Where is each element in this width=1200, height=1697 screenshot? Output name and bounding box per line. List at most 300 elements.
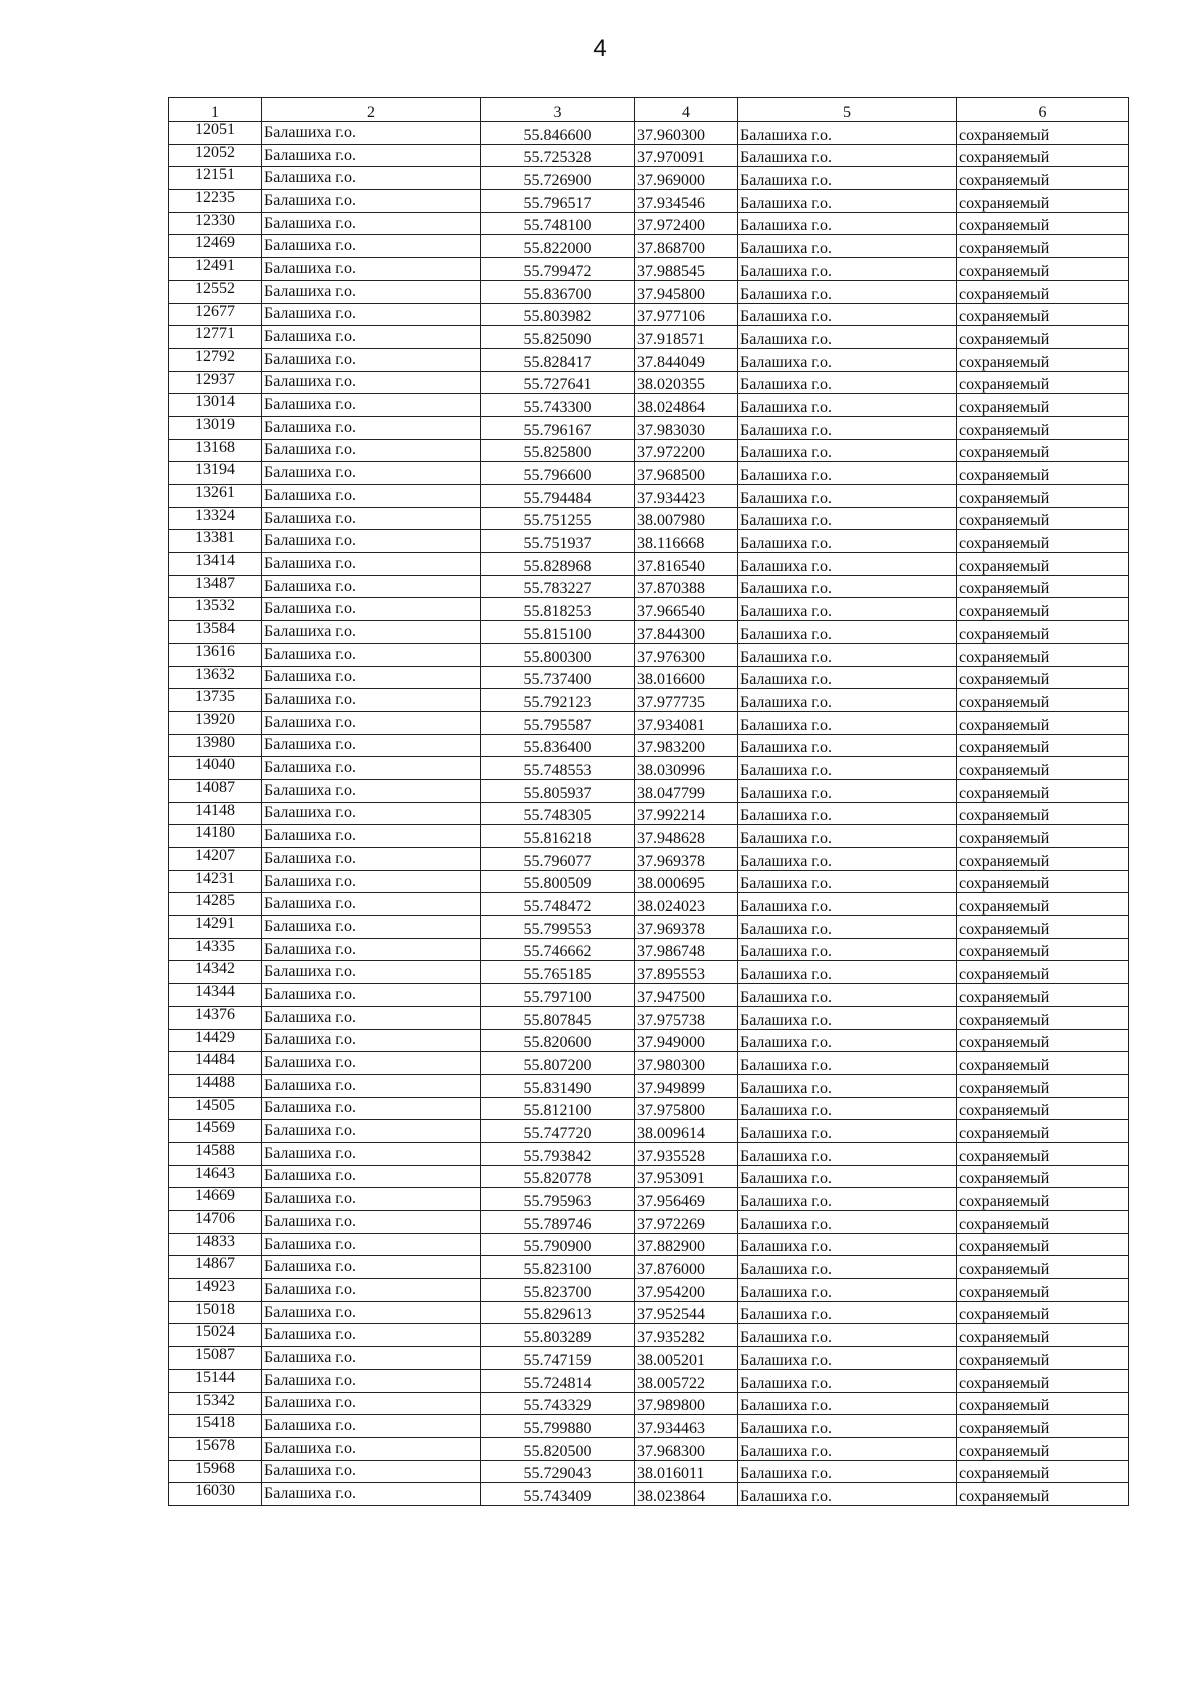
table-row — [169, 280, 1129, 303]
area-cell: Балашиха г.о. — [738, 1142, 957, 1165]
table-row — [169, 598, 1129, 621]
header-col-4: 4 — [635, 98, 738, 122]
municipality-cell: Балашиха г.о. — [262, 984, 481, 1007]
longitude-cell: 37.949000 — [635, 1029, 738, 1052]
longitude-cell: 37.983030 — [635, 416, 738, 439]
object-id-cell: 15087 — [169, 1347, 262, 1370]
longitude-cell: 37.969378 — [635, 916, 738, 939]
area-cell: Балашиха г.о. — [738, 1120, 957, 1143]
object-id-cell: 13735 — [169, 689, 262, 712]
municipality-cell: Балашиха г.о. — [262, 848, 481, 871]
municipality-cell: Балашиха г.о. — [262, 462, 481, 485]
longitude-cell: 37.972269 — [635, 1211, 738, 1234]
table-row — [169, 1120, 1129, 1143]
table-row — [169, 144, 1129, 167]
longitude-cell: 37.918571 — [635, 326, 738, 349]
object-id-cell: 13168 — [169, 439, 262, 462]
municipality-cell: Балашиха г.о. — [262, 1437, 481, 1460]
object-id-cell: 14669 — [169, 1188, 262, 1211]
longitude-cell: 37.844049 — [635, 348, 738, 371]
status-cell: сохраняемый — [957, 779, 1129, 802]
longitude-cell: 37.966540 — [635, 598, 738, 621]
status-cell: сохраняемый — [957, 734, 1129, 757]
municipality-cell: Балашиха г.о. — [262, 575, 481, 598]
status-cell: сохраняемый — [957, 1052, 1129, 1075]
header-col-2: 2 — [262, 98, 481, 122]
municipality-cell: Балашиха г.о. — [262, 1415, 481, 1438]
municipality-cell: Балашиха г.о. — [262, 916, 481, 939]
area-cell: Балашиха г.о. — [738, 348, 957, 371]
municipality-cell: Балашиха г.о. — [262, 598, 481, 621]
status-cell: сохраняемый — [957, 1324, 1129, 1347]
status-cell: сохраняемый — [957, 1483, 1129, 1506]
latitude-cell: 55.795963 — [481, 1188, 635, 1211]
object-id-cell: 14291 — [169, 916, 262, 939]
table-row — [169, 122, 1129, 145]
area-cell: Балашиха г.о. — [738, 1279, 957, 1302]
status-cell: сохраняемый — [957, 1074, 1129, 1097]
table-row — [169, 666, 1129, 689]
longitude-cell: 37.970091 — [635, 144, 738, 167]
object-id-cell: 14335 — [169, 938, 262, 961]
status-cell: сохраняемый — [957, 802, 1129, 825]
area-cell: Балашиха г.о. — [738, 1188, 957, 1211]
municipality-cell: Балашиха г.о. — [262, 1256, 481, 1279]
object-id-cell: 14207 — [169, 848, 262, 871]
table-row — [169, 485, 1129, 508]
area-cell: Балашиха г.о. — [738, 916, 957, 939]
latitude-cell: 55.846600 — [481, 122, 635, 145]
status-cell: сохраняемый — [957, 1347, 1129, 1370]
status-cell: сохраняемый — [957, 326, 1129, 349]
table-row — [169, 530, 1129, 553]
status-cell: сохраняемый — [957, 621, 1129, 644]
longitude-cell: 37.952544 — [635, 1301, 738, 1324]
latitude-cell: 55.816218 — [481, 825, 635, 848]
area-cell: Балашиха г.о. — [738, 280, 957, 303]
area-cell: Балашиха г.о. — [738, 1097, 957, 1120]
table-row — [169, 1211, 1129, 1234]
longitude-cell: 38.030996 — [635, 757, 738, 780]
area-cell: Балашиха г.о. — [738, 643, 957, 666]
area-cell: Балашиха г.о. — [738, 757, 957, 780]
status-cell: сохраняемый — [957, 1369, 1129, 1392]
municipality-cell: Балашиха г.о. — [262, 1324, 481, 1347]
longitude-cell: 38.016600 — [635, 666, 738, 689]
table-row — [169, 1460, 1129, 1483]
object-id-cell: 16030 — [169, 1483, 262, 1506]
municipality-cell: Балашиха г.о. — [262, 802, 481, 825]
table-row — [169, 1369, 1129, 1392]
longitude-cell: 38.023864 — [635, 1483, 738, 1506]
status-cell: сохраняемый — [957, 258, 1129, 281]
latitude-cell: 55.800300 — [481, 643, 635, 666]
longitude-cell: 37.988545 — [635, 258, 738, 281]
latitude-cell: 55.725328 — [481, 144, 635, 167]
latitude-cell: 55.748305 — [481, 802, 635, 825]
table-row — [169, 1188, 1129, 1211]
object-id-cell: 14376 — [169, 1006, 262, 1029]
object-id-cell: 14040 — [169, 757, 262, 780]
status-cell: сохраняемый — [957, 711, 1129, 734]
municipality-cell: Балашиха г.о. — [262, 280, 481, 303]
table-header — [169, 98, 1129, 122]
status-cell: сохраняемый — [957, 348, 1129, 371]
object-id-cell: 12051 — [169, 122, 262, 145]
longitude-cell: 37.935282 — [635, 1324, 738, 1347]
municipality-cell: Балашиха г.о. — [262, 666, 481, 689]
table-row — [169, 416, 1129, 439]
table-row — [169, 1142, 1129, 1165]
area-cell: Балашиха г.о. — [738, 462, 957, 485]
area-cell: Балашиха г.о. — [738, 1324, 957, 1347]
object-id-cell: 15342 — [169, 1392, 262, 1415]
status-cell: сохраняемый — [957, 893, 1129, 916]
header-col-1: 1 — [169, 98, 262, 122]
table-row — [169, 439, 1129, 462]
object-id-cell: 13014 — [169, 394, 262, 417]
area-cell: Балашиха г.о. — [738, 1483, 957, 1506]
status-cell: сохраняемый — [957, 507, 1129, 530]
municipality-cell: Балашиха г.о. — [262, 507, 481, 530]
municipality-cell: Балашиха г.о. — [262, 1460, 481, 1483]
object-id-cell: 14484 — [169, 1052, 262, 1075]
table-row — [169, 167, 1129, 190]
area-cell: Балашиха г.о. — [738, 485, 957, 508]
status-cell: сохраняемый — [957, 1142, 1129, 1165]
longitude-cell: 37.895553 — [635, 961, 738, 984]
table-row — [169, 802, 1129, 825]
latitude-cell: 55.796077 — [481, 848, 635, 871]
longitude-cell: 37.976300 — [635, 643, 738, 666]
latitude-cell: 55.823100 — [481, 1256, 635, 1279]
table-row — [169, 1301, 1129, 1324]
object-id-cell: 14429 — [169, 1029, 262, 1052]
table-row — [169, 1029, 1129, 1052]
latitude-cell: 55.815100 — [481, 621, 635, 644]
area-cell: Балашиха г.о. — [738, 1415, 957, 1438]
area-cell: Балашиха г.о. — [738, 802, 957, 825]
latitude-cell: 55.799553 — [481, 916, 635, 939]
municipality-cell: Балашиха г.о. — [262, 825, 481, 848]
object-id-cell: 13487 — [169, 575, 262, 598]
latitude-cell: 55.748472 — [481, 893, 635, 916]
status-cell: сохраняемый — [957, 984, 1129, 1007]
area-cell: Балашиха г.о. — [738, 1052, 957, 1075]
municipality-cell: Балашиха г.о. — [262, 1142, 481, 1165]
latitude-cell: 55.794484 — [481, 485, 635, 508]
longitude-cell: 37.882900 — [635, 1233, 738, 1256]
object-id-cell: 14706 — [169, 1211, 262, 1234]
latitude-cell: 55.800509 — [481, 870, 635, 893]
area-cell: Балашиха г.о. — [738, 394, 957, 417]
latitude-cell: 55.795587 — [481, 711, 635, 734]
object-id-cell: 14180 — [169, 825, 262, 848]
status-cell: сохраняемый — [957, 190, 1129, 213]
latitude-cell: 55.790900 — [481, 1233, 635, 1256]
table-row — [169, 326, 1129, 349]
municipality-cell: Балашиха г.о. — [262, 1165, 481, 1188]
area-cell: Балашиха г.о. — [738, 1460, 957, 1483]
municipality-cell: Балашиха г.о. — [262, 1211, 481, 1234]
latitude-cell: 55.828417 — [481, 348, 635, 371]
table-row — [169, 235, 1129, 258]
table-row — [169, 938, 1129, 961]
longitude-cell: 37.953091 — [635, 1165, 738, 1188]
longitude-cell: 37.969378 — [635, 848, 738, 871]
object-id-cell: 15018 — [169, 1301, 262, 1324]
status-cell: сохраняемый — [957, 485, 1129, 508]
latitude-cell: 55.783227 — [481, 575, 635, 598]
status-cell: сохраняемый — [957, 757, 1129, 780]
table-row — [169, 1392, 1129, 1415]
municipality-cell: Балашиха г.о. — [262, 1097, 481, 1120]
latitude-cell: 55.793842 — [481, 1142, 635, 1165]
municipality-cell: Балашиха г.о. — [262, 167, 481, 190]
municipality-cell: Балашиха г.о. — [262, 394, 481, 417]
municipality-cell: Балашиха г.о. — [262, 961, 481, 984]
municipality-cell: Балашиха г.о. — [262, 621, 481, 644]
header-row — [169, 98, 1129, 122]
status-cell: сохраняемый — [957, 439, 1129, 462]
latitude-cell: 55.726900 — [481, 167, 635, 190]
longitude-cell: 37.948628 — [635, 825, 738, 848]
municipality-cell: Балашиха г.о. — [262, 643, 481, 666]
status-cell: сохраняемый — [957, 371, 1129, 394]
header-col-6: 6 — [957, 98, 1129, 122]
latitude-cell: 55.825090 — [481, 326, 635, 349]
latitude-cell: 55.796167 — [481, 416, 635, 439]
status-cell: сохраняемый — [957, 1188, 1129, 1211]
longitude-cell: 37.949899 — [635, 1074, 738, 1097]
municipality-cell: Балашиха г.о. — [262, 1483, 481, 1506]
area-cell: Балашиха г.о. — [738, 1392, 957, 1415]
status-cell: сохраняемый — [957, 167, 1129, 190]
municipality-cell: Балашиха г.о. — [262, 326, 481, 349]
status-cell: сохраняемый — [957, 848, 1129, 871]
municipality-cell: Балашиха г.о. — [262, 303, 481, 326]
longitude-cell: 37.980300 — [635, 1052, 738, 1075]
area-cell: Балашиха г.о. — [738, 1006, 957, 1029]
table-row — [169, 190, 1129, 213]
municipality-cell: Балашиха г.о. — [262, 870, 481, 893]
table-row — [169, 1074, 1129, 1097]
status-cell: сохраняемый — [957, 1392, 1129, 1415]
table-row — [169, 711, 1129, 734]
longitude-cell: 37.977735 — [635, 689, 738, 712]
status-cell: сохраняемый — [957, 1211, 1129, 1234]
table-row — [169, 575, 1129, 598]
table-row — [169, 848, 1129, 871]
longitude-cell: 38.116668 — [635, 530, 738, 553]
object-id-cell: 13194 — [169, 462, 262, 485]
municipality-cell: Балашиха г.о. — [262, 1369, 481, 1392]
latitude-cell: 55.737400 — [481, 666, 635, 689]
municipality-cell: Балашиха г.о. — [262, 485, 481, 508]
latitude-cell: 55.797100 — [481, 984, 635, 1007]
longitude-cell: 38.020355 — [635, 371, 738, 394]
table-row — [169, 1165, 1129, 1188]
page-number: 4 — [593, 35, 607, 62]
longitude-cell: 38.005201 — [635, 1347, 738, 1370]
municipality-cell: Балашиха г.о. — [262, 1347, 481, 1370]
longitude-cell: 38.047799 — [635, 779, 738, 802]
table-row — [169, 734, 1129, 757]
object-id-cell: 12677 — [169, 303, 262, 326]
table-row — [169, 1052, 1129, 1075]
municipality-cell: Балашиха г.о. — [262, 1120, 481, 1143]
object-id-cell: 13920 — [169, 711, 262, 734]
table-row — [169, 258, 1129, 281]
object-id-cell: 13616 — [169, 643, 262, 666]
latitude-cell: 55.803982 — [481, 303, 635, 326]
status-cell: сохраняемый — [957, 1279, 1129, 1302]
object-id-cell: 14488 — [169, 1074, 262, 1097]
object-id-cell: 12771 — [169, 326, 262, 349]
object-id-cell: 14342 — [169, 961, 262, 984]
status-cell: сохраняемый — [957, 303, 1129, 326]
latitude-cell: 55.751937 — [481, 530, 635, 553]
longitude-cell: 37.945800 — [635, 280, 738, 303]
status-cell: сохраняемый — [957, 1165, 1129, 1188]
object-id-cell: 15418 — [169, 1415, 262, 1438]
area-cell: Балашиха г.о. — [738, 326, 957, 349]
longitude-cell: 37.844300 — [635, 621, 738, 644]
object-id-cell: 13632 — [169, 666, 262, 689]
status-cell: сохраняемый — [957, 643, 1129, 666]
longitude-cell: 38.016011 — [635, 1460, 738, 1483]
area-cell: Балашиха г.о. — [738, 1256, 957, 1279]
status-cell: сохраняемый — [957, 689, 1129, 712]
longitude-cell: 37.934463 — [635, 1415, 738, 1438]
latitude-cell: 55.727641 — [481, 371, 635, 394]
table-row — [169, 621, 1129, 644]
area-cell: Балашиха г.о. — [738, 235, 957, 258]
area-cell: Балашиха г.о. — [738, 984, 957, 1007]
area-cell: Балашиха г.о. — [738, 893, 957, 916]
area-cell: Балашиха г.о. — [738, 258, 957, 281]
municipality-cell: Балашиха г.о. — [262, 1188, 481, 1211]
longitude-cell: 37.968300 — [635, 1437, 738, 1460]
object-id-cell: 15024 — [169, 1324, 262, 1347]
object-id-cell: 12552 — [169, 280, 262, 303]
latitude-cell: 55.820600 — [481, 1029, 635, 1052]
status-cell: сохраняемый — [957, 1301, 1129, 1324]
area-cell: Балашиха г.о. — [738, 416, 957, 439]
object-id-cell: 12330 — [169, 212, 262, 235]
table-row — [169, 1437, 1129, 1460]
status-cell: сохраняемый — [957, 212, 1129, 235]
longitude-cell: 37.975738 — [635, 1006, 738, 1029]
latitude-cell: 55.796517 — [481, 190, 635, 213]
table-row — [169, 984, 1129, 1007]
municipality-cell: Балашиха г.о. — [262, 711, 481, 734]
longitude-cell: 37.983200 — [635, 734, 738, 757]
area-cell: Балашиха г.о. — [738, 553, 957, 576]
latitude-cell: 55.743300 — [481, 394, 635, 417]
status-cell: сохраняемый — [957, 235, 1129, 258]
latitude-cell: 55.729043 — [481, 1460, 635, 1483]
latitude-cell: 55.747720 — [481, 1120, 635, 1143]
area-cell: Балашиха г.о. — [738, 938, 957, 961]
latitude-cell: 55.818253 — [481, 598, 635, 621]
municipality-cell: Балашиха г.о. — [262, 212, 481, 235]
longitude-cell: 37.934546 — [635, 190, 738, 213]
object-id-cell: 12469 — [169, 235, 262, 258]
table-row — [169, 1256, 1129, 1279]
status-cell: сохраняемый — [957, 394, 1129, 417]
municipality-cell: Балашиха г.о. — [262, 258, 481, 281]
status-cell: сохраняемый — [957, 825, 1129, 848]
longitude-cell: 37.934081 — [635, 711, 738, 734]
area-cell: Балашиха г.о. — [738, 621, 957, 644]
status-cell: сохраняемый — [957, 870, 1129, 893]
latitude-cell: 55.825800 — [481, 439, 635, 462]
area-cell: Балашиха г.о. — [738, 1437, 957, 1460]
status-cell: сохраняемый — [957, 666, 1129, 689]
latitude-cell: 55.836400 — [481, 734, 635, 757]
table-row — [169, 1233, 1129, 1256]
registry-table — [168, 97, 1129, 1506]
latitude-cell: 55.743409 — [481, 1483, 635, 1506]
latitude-cell: 55.820500 — [481, 1437, 635, 1460]
area-cell: Балашиха г.о. — [738, 144, 957, 167]
longitude-cell: 37.969000 — [635, 167, 738, 190]
table-row — [169, 394, 1129, 417]
municipality-cell: Балашиха г.о. — [262, 893, 481, 916]
municipality-cell: Балашиха г.о. — [262, 1029, 481, 1052]
object-id-cell: 12151 — [169, 167, 262, 190]
latitude-cell: 55.789746 — [481, 1211, 635, 1234]
area-cell: Балашиха г.о. — [738, 961, 957, 984]
table-row — [169, 1279, 1129, 1302]
area-cell: Балашиха г.о. — [738, 1029, 957, 1052]
status-cell: сохраняемый — [957, 1097, 1129, 1120]
longitude-cell: 37.972200 — [635, 439, 738, 462]
status-cell: сохраняемый — [957, 122, 1129, 145]
municipality-cell: Балашиха г.о. — [262, 371, 481, 394]
area-cell: Балашиха г.о. — [738, 1165, 957, 1188]
longitude-cell: 37.956469 — [635, 1188, 738, 1211]
latitude-cell: 55.823700 — [481, 1279, 635, 1302]
area-cell: Балашиха г.о. — [738, 1347, 957, 1370]
municipality-cell: Балашиха г.о. — [262, 1052, 481, 1075]
latitude-cell: 55.822000 — [481, 235, 635, 258]
table-row — [169, 212, 1129, 235]
table-row — [169, 825, 1129, 848]
object-id-cell: 14087 — [169, 779, 262, 802]
object-id-cell: 12052 — [169, 144, 262, 167]
municipality-cell: Балашиха г.о. — [262, 122, 481, 145]
status-cell: сохраняемый — [957, 1460, 1129, 1483]
latitude-cell: 55.796600 — [481, 462, 635, 485]
latitude-cell: 55.836700 — [481, 280, 635, 303]
status-cell: сохраняемый — [957, 938, 1129, 961]
longitude-cell: 37.870388 — [635, 575, 738, 598]
status-cell: сохраняемый — [957, 598, 1129, 621]
longitude-cell: 38.000695 — [635, 870, 738, 893]
municipality-cell: Балашиха г.о. — [262, 1006, 481, 1029]
status-cell: сохраняемый — [957, 1256, 1129, 1279]
object-id-cell: 13532 — [169, 598, 262, 621]
longitude-cell: 37.935528 — [635, 1142, 738, 1165]
table-row — [169, 870, 1129, 893]
municipality-cell: Балашиха г.о. — [262, 144, 481, 167]
table-row — [169, 643, 1129, 666]
table-row — [169, 507, 1129, 530]
area-cell: Балашиха г.о. — [738, 212, 957, 235]
object-id-cell: 14923 — [169, 1279, 262, 1302]
